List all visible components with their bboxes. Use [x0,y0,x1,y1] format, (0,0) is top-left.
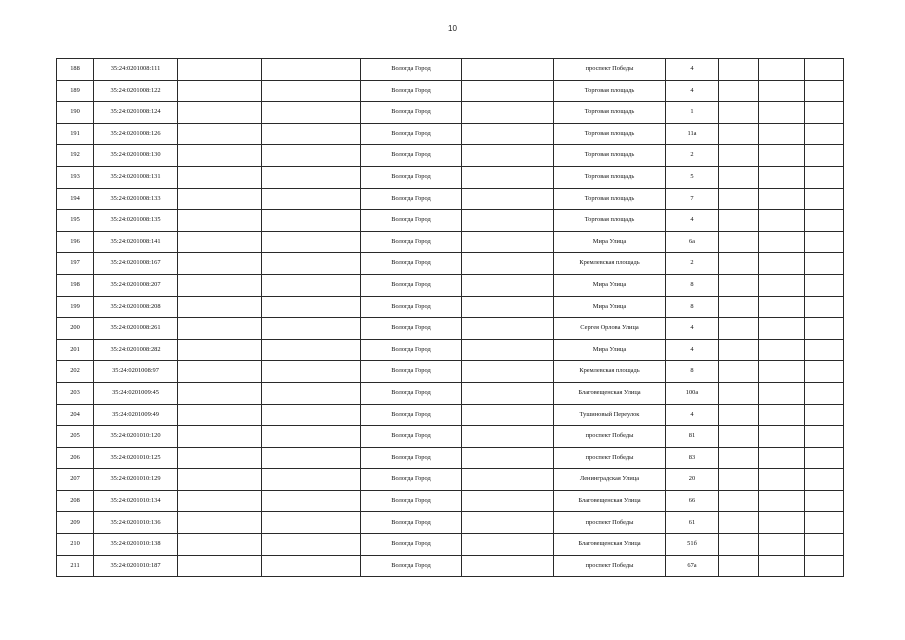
empty-cell [719,361,759,383]
empty-cell [262,210,361,232]
locality-cell: Вологда Город [361,555,462,577]
empty-cell [805,59,844,81]
empty-cell [805,469,844,491]
house-number-cell: 83 [666,447,719,469]
locality-cell: Вологда Город [361,188,462,210]
empty-cell [178,102,262,124]
empty-cell [262,296,361,318]
cadastral-number-cell: 35:24:0201008:135 [94,210,178,232]
row-number-cell: 203 [57,382,94,404]
street-cell: проспект Победы [554,426,666,448]
empty-cell [262,274,361,296]
cadastral-number-cell: 35:24:0201008:282 [94,339,178,361]
empty-cell [262,102,361,124]
locality-cell: Вологда Город [361,231,462,253]
empty-cell [759,102,805,124]
house-number-cell: 61 [666,512,719,534]
empty-cell [805,102,844,124]
empty-cell [262,318,361,340]
empty-cell [805,296,844,318]
street-cell: Ленинградская Улица [554,469,666,491]
empty-cell [462,318,554,340]
empty-cell [462,426,554,448]
street-cell: Торговая площадь [554,145,666,167]
empty-cell [719,490,759,512]
empty-cell [719,80,759,102]
cadastral-number-cell: 35:24:0201008:111 [94,59,178,81]
empty-cell [759,231,805,253]
row-number-cell: 197 [57,253,94,275]
house-number-cell: 100а [666,382,719,404]
empty-cell [759,447,805,469]
locality-cell: Вологда Город [361,534,462,556]
empty-cell [759,210,805,232]
house-number-cell: 8 [666,296,719,318]
empty-cell [805,555,844,577]
locality-cell: Вологда Город [361,490,462,512]
house-number-cell: 6а [666,231,719,253]
table-row [57,534,844,556]
empty-cell [759,555,805,577]
row-number-cell: 211 [57,555,94,577]
empty-cell [805,426,844,448]
empty-cell [178,447,262,469]
empty-cell [462,102,554,124]
empty-cell [178,145,262,167]
table-row [57,231,844,253]
empty-cell [805,361,844,383]
cadastral-number-cell: 35:24:0201008:133 [94,188,178,210]
row-number-cell: 200 [57,318,94,340]
empty-cell [262,512,361,534]
empty-cell [759,80,805,102]
empty-cell [178,296,262,318]
page-number: 10 [448,24,457,33]
empty-cell [719,469,759,491]
empty-cell [178,339,262,361]
row-number-cell: 210 [57,534,94,556]
empty-cell [178,361,262,383]
street-cell: Мира Улица [554,339,666,361]
street-cell: Кремлевская площадь [554,361,666,383]
cadastral-number-cell: 35:24:0201008:261 [94,318,178,340]
house-number-cell: 81 [666,426,719,448]
table-row [57,80,844,102]
empty-cell [262,555,361,577]
empty-cell [805,210,844,232]
house-number-cell: 2 [666,253,719,275]
empty-cell [719,296,759,318]
empty-cell [462,361,554,383]
empty-cell [805,404,844,426]
cadastral-number-cell: 35:24:0201010:120 [94,426,178,448]
empty-cell [262,534,361,556]
empty-cell [759,469,805,491]
empty-cell [462,166,554,188]
empty-cell [759,188,805,210]
empty-cell [719,188,759,210]
locality-cell: Вологда Город [361,274,462,296]
table-row [57,426,844,448]
empty-cell [462,490,554,512]
empty-cell [178,426,262,448]
table-row [57,253,844,275]
cadastral-number-cell: 35:24:0201008:97 [94,361,178,383]
empty-cell [178,59,262,81]
row-number-cell: 202 [57,361,94,383]
street-cell: Мира Улица [554,296,666,318]
street-cell: Мира Улица [554,274,666,296]
cadastral-number-cell: 35:24:0201010:138 [94,534,178,556]
empty-cell [178,382,262,404]
empty-cell [805,123,844,145]
street-cell: Торговая площадь [554,188,666,210]
empty-cell [462,534,554,556]
empty-cell [462,210,554,232]
cadastral-number-cell: 35:24:0201010:129 [94,469,178,491]
empty-cell [462,447,554,469]
empty-cell [719,318,759,340]
empty-cell [262,490,361,512]
empty-cell [805,274,844,296]
street-cell: Благовещенская Улица [554,490,666,512]
street-cell: Благовещенская Улица [554,382,666,404]
empty-cell [178,534,262,556]
empty-cell [719,512,759,534]
street-cell: Торговая площадь [554,210,666,232]
table-row [57,274,844,296]
street-cell: Торговая площадь [554,123,666,145]
locality-cell: Вологда Город [361,166,462,188]
table-row [57,188,844,210]
street-cell: Тушиновый Переулок [554,404,666,426]
empty-cell [462,253,554,275]
cadastral-number-cell: 35:24:0201008:207 [94,274,178,296]
row-number-cell: 198 [57,274,94,296]
cadastral-number-cell: 35:24:0201008:130 [94,145,178,167]
empty-cell [759,123,805,145]
table-row [57,166,844,188]
empty-cell [262,59,361,81]
table-row [57,210,844,232]
empty-cell [178,231,262,253]
empty-cell [759,59,805,81]
empty-cell [719,166,759,188]
empty-cell [262,339,361,361]
table-row [57,318,844,340]
table-row [57,555,844,577]
locality-cell: Вологда Город [361,469,462,491]
locality-cell: Вологда Город [361,123,462,145]
row-number-cell: 206 [57,447,94,469]
locality-cell: Вологда Город [361,361,462,383]
locality-cell: Вологда Город [361,339,462,361]
empty-cell [805,253,844,275]
house-number-cell: 67а [666,555,719,577]
empty-cell [462,59,554,81]
house-number-cell: 66 [666,490,719,512]
empty-cell [805,339,844,361]
empty-cell [462,145,554,167]
house-number-cell: 4 [666,404,719,426]
empty-cell [719,447,759,469]
empty-cell [719,534,759,556]
street-cell: проспект Победы [554,447,666,469]
house-number-cell: 8 [666,361,719,383]
empty-cell [759,253,805,275]
empty-cell [462,339,554,361]
street-cell: Торговая площадь [554,80,666,102]
empty-cell [759,534,805,556]
empty-cell [262,361,361,383]
empty-cell [262,253,361,275]
empty-cell [805,80,844,102]
locality-cell: Вологда Город [361,318,462,340]
empty-cell [759,318,805,340]
locality-cell: Вологда Город [361,426,462,448]
empty-cell [719,274,759,296]
row-number-cell: 209 [57,512,94,534]
row-number-cell: 191 [57,123,94,145]
table-row [57,339,844,361]
house-number-cell: 11а [666,123,719,145]
cadastral-number-cell: 35:24:0201008:122 [94,80,178,102]
empty-cell [805,534,844,556]
house-number-cell: 4 [666,80,719,102]
empty-cell [805,512,844,534]
empty-cell [462,80,554,102]
cadastral-number-cell: 35:24:0201008:141 [94,231,178,253]
empty-cell [262,447,361,469]
table-row [57,382,844,404]
row-number-cell: 192 [57,145,94,167]
street-cell: Торговая площадь [554,166,666,188]
row-number-cell: 193 [57,166,94,188]
empty-cell [262,469,361,491]
house-number-cell: 51б [666,534,719,556]
locality-cell: Вологда Город [361,382,462,404]
empty-cell [178,253,262,275]
house-number-cell: 8 [666,274,719,296]
empty-cell [462,512,554,534]
street-cell: проспект Победы [554,512,666,534]
empty-cell [178,404,262,426]
locality-cell: Вологда Город [361,447,462,469]
street-cell: Сергея Орлова Улица [554,318,666,340]
empty-cell [178,210,262,232]
locality-cell: Вологда Город [361,253,462,275]
table-row [57,447,844,469]
locality-cell: Вологда Город [361,59,462,81]
street-cell: проспект Победы [554,555,666,577]
empty-cell [719,555,759,577]
empty-cell [178,469,262,491]
cadastral-number-cell: 35:24:0201010:125 [94,447,178,469]
empty-cell [178,512,262,534]
street-cell: Благовещенская Улица [554,534,666,556]
empty-cell [178,80,262,102]
locality-cell: Вологда Город [361,102,462,124]
empty-cell [178,274,262,296]
house-number-cell: 2 [666,145,719,167]
empty-cell [462,274,554,296]
empty-cell [262,188,361,210]
empty-cell [719,123,759,145]
registry-table [56,58,844,577]
empty-cell [462,382,554,404]
house-number-cell: 20 [666,469,719,491]
locality-cell: Вологда Город [361,145,462,167]
table-row [57,145,844,167]
table-row [57,469,844,491]
empty-cell [759,490,805,512]
empty-cell [262,426,361,448]
empty-cell [262,231,361,253]
empty-cell [178,188,262,210]
locality-cell: Вологда Город [361,512,462,534]
table-row [57,512,844,534]
empty-cell [178,166,262,188]
row-number-cell: 188 [57,59,94,81]
table-row [57,102,844,124]
empty-cell [719,253,759,275]
locality-cell: Вологда Город [361,296,462,318]
street-cell: Торговая площадь [554,102,666,124]
house-number-cell: 4 [666,318,719,340]
empty-cell [262,80,361,102]
empty-cell [262,382,361,404]
row-number-cell: 194 [57,188,94,210]
empty-cell [178,123,262,145]
cadastral-number-cell: 35:24:0201008:131 [94,166,178,188]
table-row [57,490,844,512]
street-cell: Кремлевская площадь [554,253,666,275]
empty-cell [805,447,844,469]
empty-cell [719,59,759,81]
street-cell: Мира Улица [554,231,666,253]
empty-cell [805,231,844,253]
empty-cell [262,123,361,145]
empty-cell [462,188,554,210]
empty-cell [719,102,759,124]
empty-cell [178,555,262,577]
empty-cell [759,404,805,426]
cadastral-number-cell: 35:24:0201009:49 [94,404,178,426]
empty-cell [719,210,759,232]
empty-cell [719,145,759,167]
empty-cell [759,296,805,318]
house-number-cell: 4 [666,59,719,81]
empty-cell [462,469,554,491]
row-number-cell: 196 [57,231,94,253]
empty-cell [462,404,554,426]
row-number-cell: 195 [57,210,94,232]
registry-table-body [57,59,844,577]
empty-cell [805,318,844,340]
empty-cell [262,404,361,426]
empty-cell [719,382,759,404]
row-number-cell: 207 [57,469,94,491]
cadastral-number-cell: 35:24:0201008:208 [94,296,178,318]
cadastral-number-cell: 35:24:0201009:45 [94,382,178,404]
cadastral-number-cell: 35:24:0201008:167 [94,253,178,275]
empty-cell [719,426,759,448]
empty-cell [759,426,805,448]
row-number-cell: 204 [57,404,94,426]
house-number-cell: 4 [666,339,719,361]
empty-cell [462,296,554,318]
house-number-cell: 7 [666,188,719,210]
empty-cell [719,339,759,361]
empty-cell [462,555,554,577]
cadastral-number-cell: 35:24:0201008:126 [94,123,178,145]
empty-cell [462,123,554,145]
empty-cell [759,145,805,167]
row-number-cell: 205 [57,426,94,448]
empty-cell [759,361,805,383]
empty-cell [759,166,805,188]
empty-cell [719,231,759,253]
row-number-cell: 199 [57,296,94,318]
empty-cell [759,274,805,296]
table-row [57,296,844,318]
empty-cell [805,382,844,404]
empty-cell [759,382,805,404]
cadastral-number-cell: 35:24:0201010:134 [94,490,178,512]
empty-cell [262,145,361,167]
empty-cell [759,512,805,534]
empty-cell [805,166,844,188]
street-cell: проспект Победы [554,59,666,81]
empty-cell [462,231,554,253]
empty-cell [178,490,262,512]
empty-cell [262,166,361,188]
empty-cell [805,490,844,512]
row-number-cell: 201 [57,339,94,361]
house-number-cell: 4 [666,210,719,232]
empty-cell [178,318,262,340]
cadastral-number-cell: 35:24:0201010:187 [94,555,178,577]
table-row [57,361,844,383]
empty-cell [759,339,805,361]
locality-cell: Вологда Город [361,210,462,232]
house-number-cell: 5 [666,166,719,188]
table-row [57,404,844,426]
row-number-cell: 208 [57,490,94,512]
empty-cell [719,404,759,426]
table-row [57,59,844,81]
cadastral-number-cell: 35:24:0201010:136 [94,512,178,534]
empty-cell [805,145,844,167]
row-number-cell: 190 [57,102,94,124]
house-number-cell: 1 [666,102,719,124]
table-row [57,123,844,145]
cadastral-number-cell: 35:24:0201008:124 [94,102,178,124]
locality-cell: Вологда Город [361,80,462,102]
row-number-cell: 189 [57,80,94,102]
empty-cell [805,188,844,210]
locality-cell: Вологда Город [361,404,462,426]
